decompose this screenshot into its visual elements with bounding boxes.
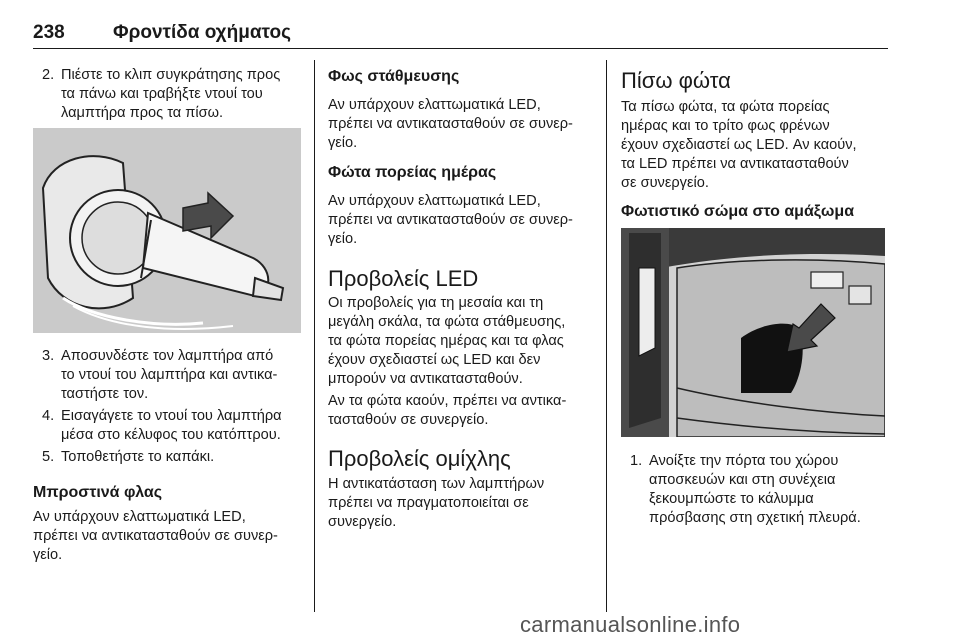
bulb-illustration	[33, 128, 301, 333]
section-heading: Φωτιστικό σώμα στο αμάξωμα	[621, 203, 855, 220]
section-heading: Φως στάθμευσης	[328, 68, 460, 85]
text-line: Εισαγάγετε το ντουί του λαμπτήρα	[61, 408, 282, 424]
text-line: μπορούν να αντικατασταθούν.	[328, 371, 523, 387]
section-body	[328, 392, 603, 430]
text-line: ξεκουμπώστε το κάλυμμα	[649, 491, 814, 507]
text-line: αποσκευών και στη συνέχεια	[649, 472, 836, 488]
text-line: Τα πίσω φώτα, τα φώτα πορείας	[621, 99, 830, 115]
step-number: 4.	[42, 408, 55, 424]
section-body	[621, 98, 896, 193]
text-line: Αν υπάρχουν ελαττωματικά LED,	[328, 97, 541, 113]
text-line: το ντουί του λαμπτήρα και αντικα-	[61, 367, 278, 383]
text-line: πρέπει να αντικατασταθούν σε συνερ-	[328, 116, 573, 132]
text-line: τα φώτα πορείας ημέρας και τα φλας	[328, 333, 564, 349]
text-line: πρέπει να αντικατασταθούν σε συνερ-	[33, 528, 278, 544]
text-line: Αν υπάρχουν ελαττωματικά LED,	[328, 193, 541, 209]
section-heading: Πίσω φώτα	[621, 68, 731, 93]
text-line: έχουν σχεδιαστεί ως LED και δεν	[328, 352, 541, 368]
section-heading: Προβολείς ομίχλης	[328, 446, 511, 471]
text-line: λαμπτήρα προς τα πίσω.	[61, 105, 224, 121]
header-rule	[33, 48, 888, 49]
text-line: πρέπει να αντικατασταθούν σε συνερ-	[328, 212, 573, 228]
column-divider	[606, 60, 607, 612]
section-body	[33, 508, 308, 565]
trunk-illustration	[621, 228, 885, 437]
text-line: τασταθούν σε συνεργείο.	[328, 412, 489, 428]
section-heading: Προβολείς LED	[328, 266, 479, 291]
text-line: Αποσυνδέστε τον λαμπτήρα από	[61, 348, 274, 364]
text-line: τα LED πρέπει να αντικατασταθούν	[621, 156, 849, 172]
step-number: 1.	[630, 453, 643, 469]
text-line: Ανοίξτε την πόρτα του χώρου	[649, 453, 839, 469]
column-divider	[314, 60, 315, 612]
step-number: 3.	[42, 348, 55, 364]
text-line: πρέπει να πραγματοποιείται σε	[328, 495, 529, 511]
text-line: γείο.	[33, 547, 63, 563]
step-number: 2.	[42, 67, 55, 83]
section-body	[328, 294, 603, 389]
step-number: 5.	[42, 449, 55, 465]
text-line: Η αντικατάσταση των λαμπτήρων	[328, 476, 545, 492]
section-body	[328, 475, 598, 532]
text-line: πρόσβασης στη σχετική πλευρά.	[649, 510, 861, 526]
section-heading: Φώτα πορείας ημέρας	[328, 164, 497, 181]
section-heading: Μπροστινά φλας	[33, 484, 163, 501]
section-body	[328, 192, 598, 249]
text-line: σε συνεργείο.	[621, 175, 709, 191]
text-line: Τοποθετήστε το καπάκι.	[61, 449, 215, 465]
text-line: ημέρας και το τρίτο φως φρένων	[621, 118, 830, 134]
section-body	[328, 96, 598, 153]
page-title: Φροντίδα οχήματος	[113, 22, 291, 43]
text-line: μέσα στο κέλυφος του κατόπτρου.	[61, 427, 281, 443]
text-line: συνεργείο.	[328, 514, 397, 530]
text-line: ταστήστε τον.	[61, 386, 149, 402]
text-line: τα πάνω και τραβήξτε ντουί του	[61, 86, 263, 102]
text-line: Αν υπάρχουν ελαττωματικά LED,	[33, 509, 246, 525]
text-line: Οι προβολείς για τη μεσαία και τη	[328, 295, 544, 311]
text-line: μεγάλη σκάλα, τα φώτα στάθμευσης,	[328, 314, 566, 330]
text-line: Πιέστε το κλιπ συγκράτησης προς	[61, 67, 281, 83]
text-line: γείο.	[328, 231, 358, 247]
text-line: Αν τα φώτα καούν, πρέπει να αντικα-	[328, 393, 567, 409]
page-header	[33, 16, 888, 50]
text-line: έχουν σχεδιαστεί ως LED. Αν καούν,	[621, 137, 857, 153]
watermark: carmanualsonline.info	[520, 612, 741, 637]
page-number: 238	[33, 22, 65, 43]
text-line: γείο.	[328, 135, 358, 151]
